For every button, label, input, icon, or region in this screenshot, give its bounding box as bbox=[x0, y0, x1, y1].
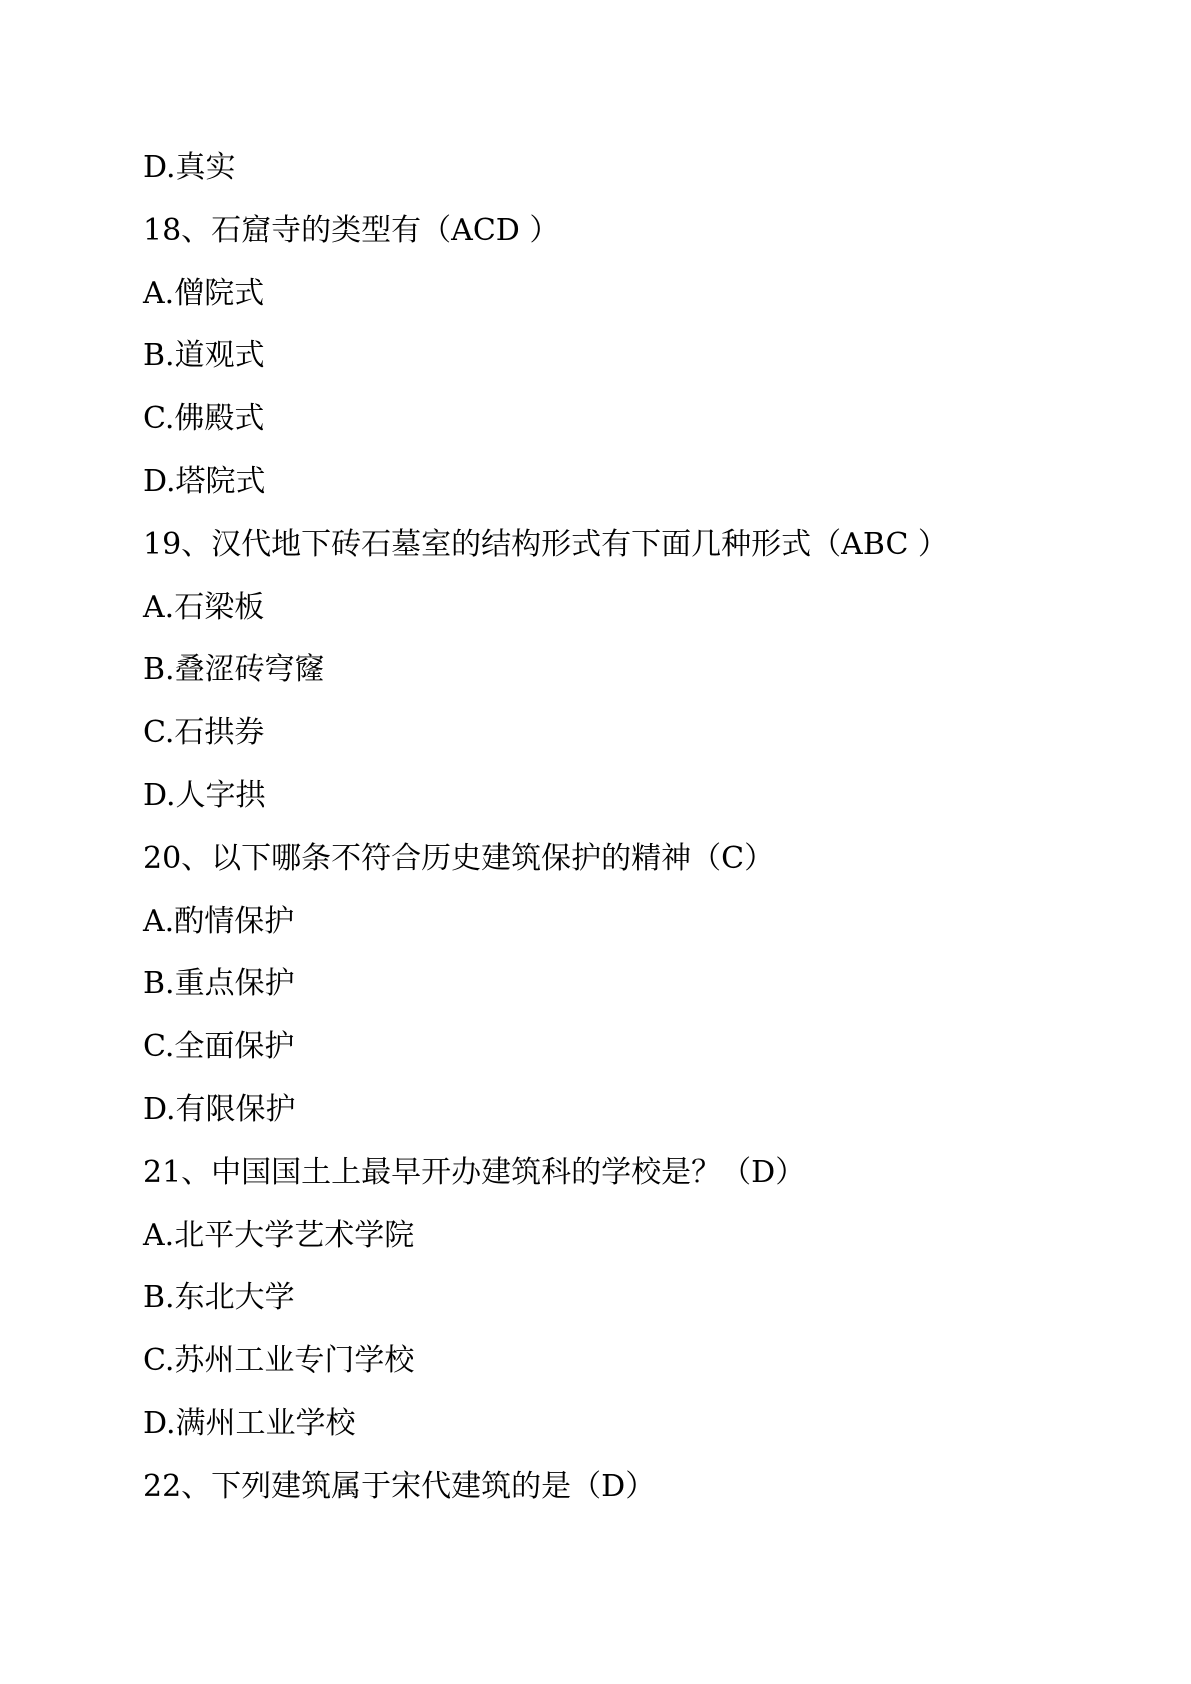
option-17-d: D.真实 bbox=[143, 150, 236, 185]
document-content bbox=[143, 137, 1103, 1519]
option-21-d: D.满州工业学校 bbox=[143, 1405, 356, 1441]
option-19-d: D.人字拱 bbox=[143, 777, 266, 813]
option-20-d: D.有限保护 bbox=[143, 1091, 296, 1127]
option-19-b: B.叠涩砖穹窿 bbox=[143, 652, 325, 688]
option-20-b: B.重点保护 bbox=[143, 966, 295, 1002]
question-20: 20、以下哪条不符合历史建筑保护的精神（C） bbox=[143, 840, 775, 876]
option-20-c: C.全面保护 bbox=[143, 1029, 295, 1065]
option-20-a: A.酌情保护 bbox=[143, 903, 295, 939]
option-21-c: C.苏州工业专门学校 bbox=[143, 1343, 415, 1379]
option-18-d: D.塔院式 bbox=[143, 463, 266, 499]
question-18: 18、石窟寺的类型有（ACD ） bbox=[143, 212, 560, 248]
option-19-a: A.石梁板 bbox=[143, 589, 265, 625]
question-21: 21、中国国土上最早开办建筑科的学校是？（D） bbox=[143, 1154, 806, 1190]
option-18-b: B.道观式 bbox=[143, 338, 265, 374]
question-22: 22、下列建筑属于宋代建筑的是（D） bbox=[143, 1468, 656, 1504]
question-19: 19、汉代地下砖石墓室的结构形式有下面几种形式（ABC ） bbox=[143, 526, 948, 562]
option-21-a: A.北平大学艺术学院 bbox=[143, 1217, 415, 1253]
option-19-c: C.石拱券 bbox=[143, 715, 265, 751]
option-21-b: B.东北大学 bbox=[143, 1280, 295, 1316]
option-18-c: C.佛殿式 bbox=[143, 401, 265, 437]
option-18-a: A.僧院式 bbox=[143, 275, 265, 311]
